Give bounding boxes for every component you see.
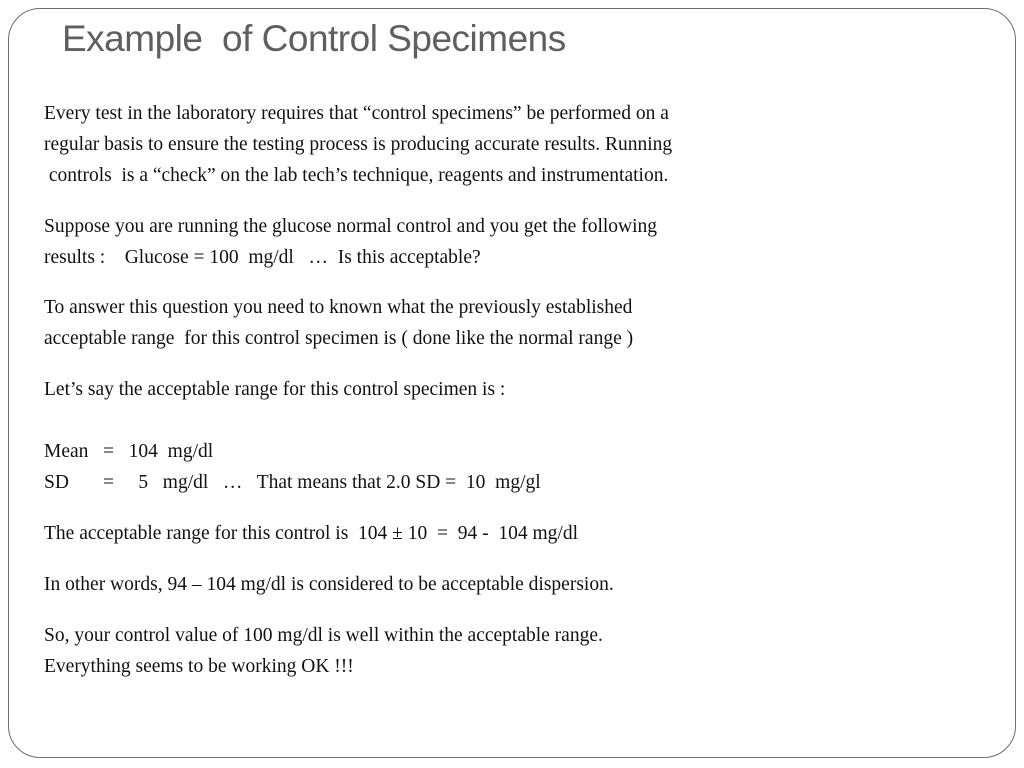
paragraph-range-intro bbox=[44, 374, 505, 405]
paragraph-range bbox=[44, 518, 578, 549]
text-line: acceptable range for this control specimen is ( done like the normal range ) bbox=[44, 328, 634, 349]
text-line: controls is a “check” on the lab tech’s technique, reagents and instrumentation. bbox=[44, 165, 669, 186]
text-line: In other words, 94 – 104 mg/dl is considered to be acceptable dispersion. bbox=[44, 574, 614, 595]
text-line: Suppose you are running the glucose normal control and you get the following bbox=[44, 216, 658, 237]
text-line: The acceptable range for this control is 104 ± 10 = 94 - 104 mg/dl bbox=[44, 523, 578, 544]
text-line: results : Glucose = 100 mg/dl … Is this acceptable? bbox=[44, 247, 481, 268]
text-line: regular basis to ensure the testing process is producing accurate results. Running bbox=[44, 134, 673, 155]
paragraph-intro bbox=[44, 98, 672, 191]
slide-title: Example of Control Specimens bbox=[62, 18, 566, 59]
text-line: Every test in the laboratory requires that “control specimens” be performed on a bbox=[44, 103, 669, 124]
text-line: SD = 5 mg/dl … That means that 2.0 SD = 10 mg/gl bbox=[44, 472, 541, 493]
text-line: To answer this question you need to known what the previously established bbox=[44, 297, 633, 318]
text-line: So, your control value of 100 mg/dl is well within the acceptable range. bbox=[44, 625, 603, 646]
paragraph-answer bbox=[44, 292, 633, 354]
paragraph-question bbox=[44, 211, 657, 273]
text-line: Let’s say the acceptable range for this control specimen is : bbox=[44, 379, 506, 400]
text-line: Everything seems to be working OK !!! bbox=[44, 656, 354, 677]
paragraph-conclusion bbox=[44, 620, 603, 682]
paragraph-stats bbox=[44, 436, 541, 498]
paragraph-dispersion bbox=[44, 569, 614, 600]
text-line: Mean = 104 mg/dl bbox=[44, 441, 214, 462]
